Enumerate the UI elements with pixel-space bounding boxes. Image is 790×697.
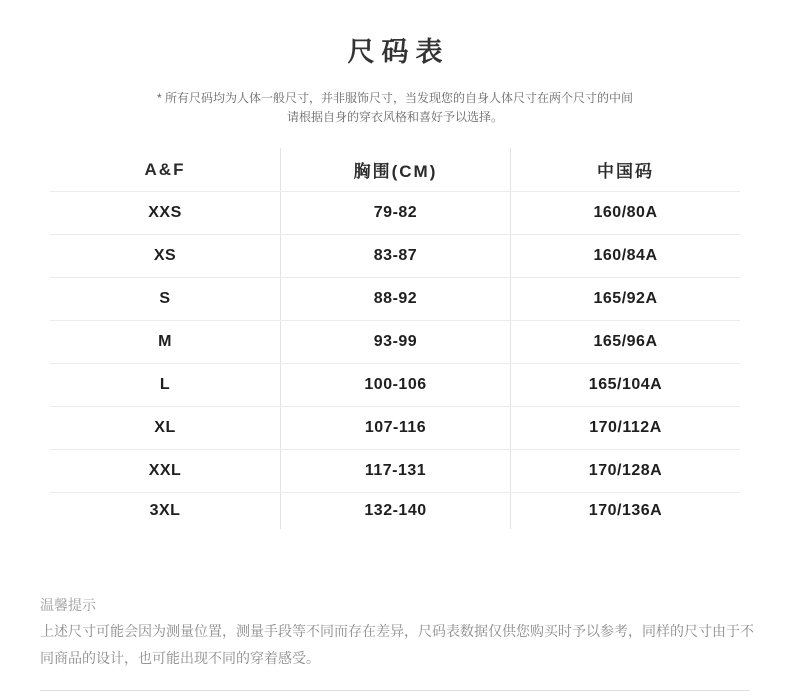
table-row — [50, 321, 740, 364]
size-note-line-2: 请根据自身的穿衣风格和喜好予以选择。 — [286, 110, 503, 124]
cell-cn-size: 160/84A — [510, 235, 740, 277]
table-row — [50, 192, 740, 235]
table-row — [50, 278, 740, 321]
cell-chest-cm: 88-92 — [280, 278, 510, 320]
table-row — [50, 364, 740, 407]
cell-size-af: XL — [154, 419, 176, 436]
cell-cn-size: 165/92A — [510, 278, 740, 320]
table-header-row — [50, 148, 740, 192]
bottom-divider — [40, 690, 750, 691]
cell-size-af: XXS — [148, 204, 182, 221]
cell-cn-size: 170/136A — [510, 493, 740, 529]
cell-chest-cm: 117-131 — [280, 450, 510, 492]
table-row — [50, 493, 740, 529]
size-note — [0, 89, 790, 127]
cell-size-af: M — [158, 333, 172, 350]
cell-cn-size: 165/104A — [510, 364, 740, 406]
cell-cn-size: 160/80A — [510, 192, 740, 234]
tips-title: 温馨提示 — [40, 597, 96, 613]
tips-body: 上述尺寸可能会因为测量位置，测量手段等不同而存在差异，尺码表数据仅供您购买时予以参考，同样的尺寸由于不同商品的设计，也可能出现不同的穿着感受。 — [40, 623, 754, 666]
header-cell-chest: 胸围(CM) — [280, 148, 510, 191]
cell-size-af: XS — [153, 247, 177, 264]
page-title: 尺码表 — [347, 37, 450, 67]
cell-chest-cm: 83-87 — [280, 235, 510, 277]
cell-chest-cm: 107-116 — [280, 407, 510, 449]
table-row — [50, 407, 740, 450]
size-table — [50, 148, 740, 529]
cell-size-af: L — [159, 376, 171, 393]
header-cell-af: A&F — [144, 159, 186, 179]
cell-size-af: XXL — [148, 462, 182, 479]
cell-chest-cm: 79-82 — [280, 192, 510, 234]
cell-cn-size: 170/112A — [510, 407, 740, 449]
header-cell-cn-size: 中国码 — [510, 148, 740, 191]
cell-cn-size: 170/128A — [510, 450, 740, 492]
cell-size-af: S — [159, 290, 171, 307]
size-note-line-1: * 所有尺码均为人体一般尺寸，并非服饰尺寸，当发现您的自身人体尺寸在两个尺寸的中间 — [156, 91, 633, 105]
table-row — [50, 450, 740, 493]
cell-size-af: 3XL — [149, 502, 181, 519]
cell-chest-cm: 132-140 — [280, 493, 510, 529]
cell-chest-cm: 93-99 — [280, 321, 510, 363]
cell-chest-cm: 100-106 — [280, 364, 510, 406]
table-row — [50, 235, 740, 278]
cell-cn-size: 165/96A — [510, 321, 740, 363]
